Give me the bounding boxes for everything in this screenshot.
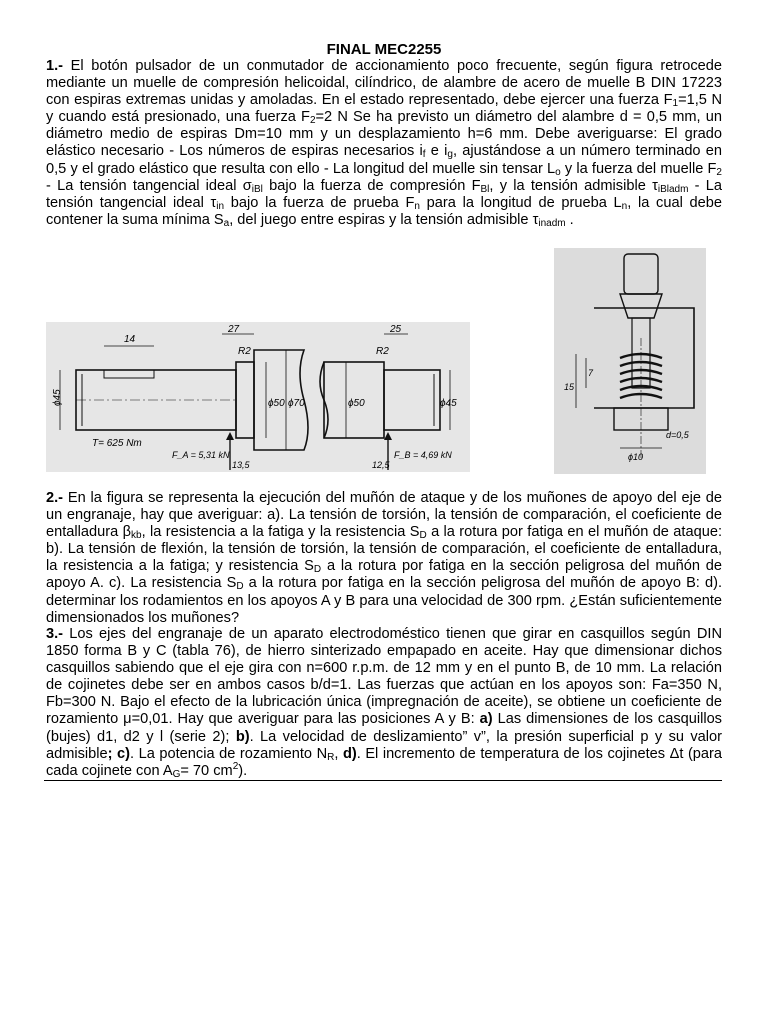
radius-label-left: R2 [238, 346, 251, 357]
exam-title: FINAL MEC2255 [326, 41, 442, 58]
subscript: D [419, 530, 427, 542]
problem-1-text: El botón pulsador de un conmutador de accionamiento poco frecuente, según figura retrocede mediante un muelle de compresión helicoidal, cilíndrico, de alambre de acero de muelle B DIN 17223 con espiras extremas unidas y amoladas. En el estado representado, debe ejercer una fuerza F [46, 58, 722, 109]
radius-label-right: R2 [376, 346, 389, 357]
dim-label-d45-right: ϕ45 [440, 398, 457, 409]
dim-label-27: 27 [228, 324, 240, 335]
problem-1-text: e i [425, 143, 448, 160]
subscript: iBladm [657, 183, 689, 195]
problem-3-text: ). [238, 762, 248, 779]
dim-label-d50-left: ϕ50 [268, 398, 285, 409]
subscript: g [447, 149, 453, 161]
problem-2-text: a la rotura por fatiga en la sección peligrosa del muñón de apoyo B: d). determinar los rodamientos en los apoyos A y B para una velocidad de 300 rpm. ¿Están suficientemente dimensionados los muñones? [46, 575, 723, 626]
dim-label-d70: ϕ70 [288, 398, 305, 409]
problem-3 [46, 626, 722, 780]
problem-3-text: . La potencia de rozamiento N [130, 745, 328, 762]
shaft-right-stub [384, 370, 440, 430]
problem-1-text: . [565, 211, 574, 228]
problem-3-text: = 70 cm [180, 762, 233, 779]
button-cap [624, 254, 658, 294]
problem-1-text: - La tensión tangencial ideal σ [46, 177, 252, 194]
subscript: Bl [480, 183, 490, 195]
problem-3-number: 3.- [46, 626, 64, 642]
problem-3-text: Los ejes del engranaje de un aparato electrodoméstico tienen que girar en casquillos según DIN 1850 forma B y C (tabla 76), de hierro sinterizado empapado en aceite. Hay que dimensionar dichos casquillos sabiendo que el eje gira con n=600 r.p.m. de 12 mm y en el punto B, de 10 mm. La relación de cojinetes debe ser en ambos casos b/d=1. Las fuerzas que actúan en los apoyos son: Fa=350 N, Fb=300 N. Bajo el efecto de la lubricación única (impregnación de aceite), se obtiene un coeficiente de rozamiento μ=0,01. Hay que averiguar para las posiciones A y B: [46, 626, 722, 728]
subscript: a [223, 217, 230, 229]
problem-1-text: , ajustándose a un número terminado en 0,5 y el grado elástico que resulta con ello - La longitud del muelle sin tensar L [46, 143, 723, 177]
dim-label-15: 15 [564, 382, 575, 392]
torque-label: T= 625 Nm [92, 438, 142, 449]
subscript: n [414, 200, 420, 212]
problem-1-text: =1,5 N y cuando está presionado, una fuerza F [46, 92, 723, 126]
problem-2-text: a la rotura por fatiga en el muñón de ataque: b). La tensión de flexión, la tensión de torsión, la tensión de comparación, el coeficiente de entalladura, la resistencia a la fatiga; y resistencia S [46, 524, 722, 575]
force-label-b: F_B = 4,69 kN [394, 450, 452, 460]
problem-2-text: , la resistencia a la fatiga y la resistencia S [141, 524, 420, 541]
subscript: G [172, 768, 181, 780]
item-c-label: ; c) [107, 745, 131, 762]
item-a-label: a) [479, 711, 493, 728]
mean-diameter-label: ϕ10 [628, 452, 644, 462]
subscript: 2 [716, 166, 722, 178]
subscript: kb [131, 530, 142, 542]
problem-1-text: bajo la fuerza de compresión F [262, 177, 481, 194]
problem-3-text: . La velocidad de deslizamiento” v”, la presión superficial p y su valor admisible [46, 728, 722, 762]
subscript: f [422, 149, 426, 161]
problem-1-text: y la fuerza del muelle F [560, 160, 717, 177]
shaft-drawing-svg [46, 322, 470, 472]
problem-1-text: bajo la fuerza de prueba F [224, 194, 415, 211]
problem-1-number: 1.- [46, 58, 64, 74]
subscript: D [236, 581, 244, 593]
bottom-rule [44, 780, 722, 781]
dim-label-13-5: 13,5 [232, 460, 250, 470]
force-arrowhead-b [384, 432, 392, 440]
subscript: D [313, 564, 322, 576]
problem-3-text: Las dimensiones de los casquillos (bujes) d1, d2 y l (serie 2); [46, 711, 722, 745]
wire-diameter-label: d=0,5 [666, 430, 689, 440]
subscript: 2 [309, 115, 316, 127]
item-d-label: d) [342, 745, 357, 762]
problem-2 [46, 490, 722, 627]
subscript: n [621, 200, 628, 212]
subscript: o [555, 166, 561, 178]
problem-1-text: =2 N Se ha previsto un diámetro del alambre d = 0,5 mm, un diámetro medio de espiras Dm=10 mm y un desplazamiento h=6 mm. Debe averiguarse: El grado elástico necesario - Los números de espiras necesarios i [46, 109, 722, 160]
problem-1-text: para la longitud de prueba L [419, 194, 622, 211]
dim-label-14: 14 [124, 334, 136, 345]
problem-3-text: , [334, 745, 343, 762]
shaft-drawing [46, 322, 470, 472]
push-button-figure [554, 248, 706, 474]
problem-1-text: - La tensión tangencial ideal τ [46, 177, 723, 211]
dim-label-d50-right: ϕ50 [348, 398, 365, 409]
problem-1-text: , y la tensión admisible τ [489, 177, 658, 194]
dim-label-7: 7 [588, 368, 594, 378]
dim-label-25: 25 [390, 324, 402, 335]
item-b-label: b) [235, 728, 250, 745]
superscript: 2 [232, 760, 239, 772]
dim-label-d45-left: ϕ45 [52, 389, 63, 406]
keyway [104, 370, 154, 378]
problem-2-text: En la figura se representa la ejecución del muñón de ataque y de los muñones de apoyo del eje de un engranaje, hay que averiguar: a). La tensión de torsión, la tensión de comparación, el coeficiente de entalladura β [46, 490, 722, 541]
subscript: iBl [251, 183, 263, 195]
shaft-step-left [236, 362, 254, 438]
force-label-a: F_A = 5,31 kN [172, 450, 230, 460]
force-arrowhead-a [226, 432, 234, 440]
subscript: R [327, 751, 335, 763]
button-body [620, 294, 662, 318]
subscript: in [216, 200, 225, 212]
problem-2-text: a la rotura por fatiga en la sección peligrosa del muñón de apoyo A. c). La resistencia S [46, 558, 722, 592]
subscript: inadm [538, 217, 566, 229]
push-button-svg [554, 248, 706, 474]
problem-1-text: , del juego entre espiras y la tensión admisible τ [229, 211, 539, 228]
problem-3-text: . El incremento de temperatura de los cojinetes Δt (para cada cojinete con A [46, 745, 723, 779]
problem-1 [46, 58, 722, 229]
problem-1-text: , la cual debe contener la suma mínima S [46, 194, 722, 228]
subscript: 1 [672, 98, 679, 110]
problem-2-number: 2.- [46, 490, 64, 506]
dim-label-12-5: 12,5 [372, 460, 390, 470]
